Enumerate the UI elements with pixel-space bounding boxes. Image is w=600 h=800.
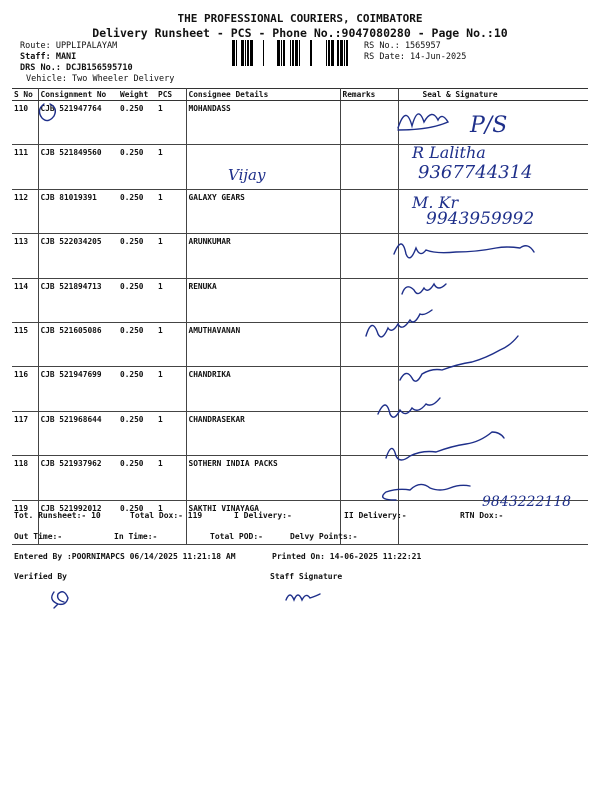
- row-consignee: RENUKA: [186, 278, 340, 322]
- handwriting-name-111: R Lalitha: [412, 143, 486, 162]
- row-weight: 0.250: [118, 322, 156, 366]
- row-consignee: CHANDRIKA: [186, 367, 340, 411]
- row-consignee: AMUTHAVANAN: [186, 322, 340, 366]
- handwriting-phone-112: 9943959992: [426, 209, 535, 229]
- company-title: THE PROFESSIONAL COURIERS, COIMBATORE: [177, 12, 423, 25]
- row-consignee: CHANDRASEKAR: [186, 411, 340, 455]
- row-consignee: ARUNKUMAR: [186, 234, 340, 278]
- tot-runsheet: Tot. Runsheet:- 10: [14, 511, 101, 520]
- row-consignment-no: CJB 81019391: [38, 189, 118, 233]
- row-weight: 0.250: [118, 500, 156, 544]
- rs-date: RS Date: 14-Jun-2025: [364, 52, 467, 62]
- staff-label: Staff: MANI: [20, 52, 77, 62]
- col-consignment: Consignment No: [38, 89, 118, 101]
- row-pcs: 1: [156, 189, 186, 233]
- circle-mark: [39, 104, 55, 121]
- signature-117: [378, 398, 440, 417]
- col-remarks: Remarks: [340, 89, 398, 101]
- row-sno: 116: [12, 367, 38, 411]
- row-weight: 0.250: [118, 278, 156, 322]
- row-sno: 111: [12, 145, 38, 189]
- row-pcs: 1: [156, 322, 186, 366]
- handwriting-ps: P/S: [470, 113, 508, 138]
- ii-delivery: II Delivery:-: [344, 511, 407, 520]
- handwriting-name-112: M. Kr: [412, 193, 459, 212]
- row-consignment-no: CJB 521937962: [38, 456, 118, 500]
- row-pcs: 1: [156, 278, 186, 322]
- row-pcs: 1: [156, 145, 186, 189]
- row-consignee: MOHANDASS: [186, 101, 340, 145]
- runsheet-subtitle: Delivery Runsheet - PCS - Phone No.:9047080280 - Page No.:10: [92, 26, 508, 40]
- rtn-dox: RTN Dox:-: [460, 511, 504, 520]
- row-pcs: 1: [156, 456, 186, 500]
- verified-initials: [52, 592, 68, 608]
- signature-110: [398, 114, 448, 130]
- signature-115: [366, 310, 432, 337]
- handwriting-phone-119: 9843222118: [482, 494, 572, 510]
- row-sno: 119: [12, 500, 38, 544]
- in-time: In Time:-: [114, 532, 158, 541]
- drs-number: DRS No.: DCJB156595710: [20, 63, 133, 73]
- row-consignee: GALAXY GEARS: [186, 189, 340, 233]
- rs-number: RS No.: 1565957: [364, 41, 441, 51]
- row-weight: 0.250: [118, 411, 156, 455]
- vehicle-label: Vehicle: Two Wheeler Delivery: [26, 74, 175, 84]
- row-weight: 0.250: [118, 101, 156, 145]
- col-sno: S No: [12, 89, 38, 101]
- row-consignment-no: CJB 521605086: [38, 322, 118, 366]
- row-pcs: 1: [156, 500, 186, 544]
- row-consignment-no: CJB 521968644: [38, 411, 118, 455]
- row-weight: 0.250: [118, 189, 156, 233]
- signature-119: [383, 484, 470, 500]
- verified-by: Verified By: [14, 572, 67, 581]
- row-weight: 0.250: [118, 145, 156, 189]
- row-sno: 118: [12, 456, 38, 500]
- row-sno: 112: [12, 189, 38, 233]
- i-delivery: I Delivery:-: [234, 511, 292, 520]
- row-pcs: 1: [156, 101, 186, 145]
- col-pcs: PCS: [156, 89, 186, 101]
- row-consignment-no: CJB 521947764: [38, 101, 118, 145]
- col-consignee: Consignee Details: [186, 89, 340, 101]
- row-pcs: 1: [156, 234, 186, 278]
- entered-by: Entered By :POORNIMAPCS 06/14/2025 11:21:18 AM: [14, 552, 236, 561]
- handwriting-consignee-111: Vijay: [228, 166, 266, 184]
- handwriting-phone-111: 9367744314: [418, 162, 533, 183]
- row-pcs: 1: [156, 411, 186, 455]
- signature-118: [386, 432, 504, 460]
- staff-signature: Staff Signature: [270, 572, 343, 581]
- signature-113: [394, 244, 534, 258]
- signature-114: [402, 284, 446, 294]
- total-pod: Total POD:-: [210, 532, 263, 541]
- total-dox: Total Dox:- 119: [130, 511, 203, 520]
- row-sno: 110: [12, 101, 38, 145]
- staff-signature-mark: [286, 594, 320, 600]
- route-label: Route: UPPLIPALAYAM: [20, 41, 118, 51]
- col-weight: Weight: [118, 89, 156, 101]
- printed-on: Printed On: 14-06-2025 11:22:21: [272, 552, 422, 561]
- signature-116: [400, 336, 518, 381]
- col-seal-signature: Seal & Signature: [398, 89, 588, 101]
- row-sno: 113: [12, 234, 38, 278]
- row-consignment-no: CJB 522034205: [38, 234, 118, 278]
- row-sno: 114: [12, 278, 38, 322]
- row-weight: 0.250: [118, 234, 156, 278]
- row-consignment-no: CJB 521947699: [38, 367, 118, 411]
- row-consignment-no: CJB 521992012: [38, 500, 118, 544]
- row-pcs: 1: [156, 367, 186, 411]
- row-consignment-no: CJB 521849560: [38, 145, 118, 189]
- row-consignee: SOTHERN INDIA PACKS: [186, 456, 340, 500]
- row-sno: 117: [12, 411, 38, 455]
- out-time: Out Time:-: [14, 532, 63, 541]
- row-consignment-no: CJB 521894713: [38, 278, 118, 322]
- row-weight: 0.250: [118, 456, 156, 500]
- row-weight: 0.250: [118, 367, 156, 411]
- row-consignee: SAKTHI VINAYAGA: [186, 500, 340, 544]
- delvy-points: Delvy Points:-: [290, 532, 358, 541]
- row-sno: 115: [12, 322, 38, 366]
